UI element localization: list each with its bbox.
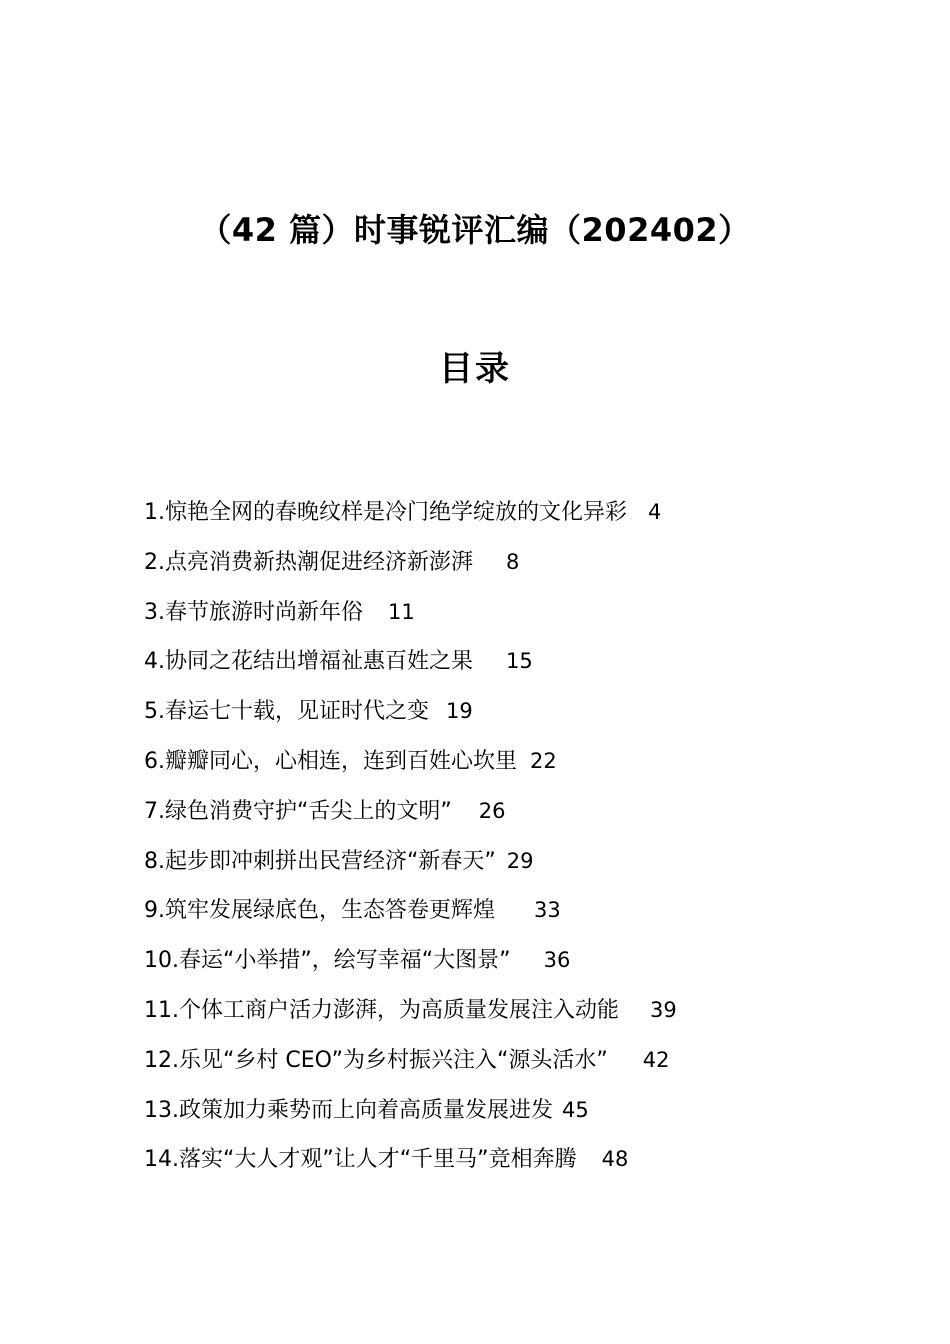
toc-entry[interactable]	[144, 737, 804, 787]
toc-entry-page: 19	[446, 699, 473, 724]
toc-entry-page: 4	[648, 500, 662, 524]
table-of-contents	[144, 488, 804, 1185]
toc-entry-title: 7.绿色消费守护“舌尖上的文明”	[144, 798, 452, 824]
toc-entry-title: 1.惊艳全网的春晚纹样是冷门绝学绽放的文化异彩	[144, 500, 627, 525]
toc-entry[interactable]	[144, 1086, 804, 1136]
toc-entry[interactable]	[144, 637, 804, 687]
toc-entry[interactable]	[144, 886, 804, 936]
toc-entry[interactable]	[144, 1036, 804, 1086]
toc-entry-page: 36	[543, 948, 571, 973]
toc-entry-page: 48	[601, 1147, 629, 1172]
toc-entry-title: 8.起步即冲刺拼出民营经济“新春天”	[144, 848, 496, 874]
toc-entry-page: 42	[642, 1047, 670, 1072]
toc-entry[interactable]	[144, 588, 804, 638]
toc-entry[interactable]	[144, 1135, 804, 1185]
toc-entry-page: 22	[530, 748, 557, 773]
toc-entry[interactable]	[144, 986, 804, 1036]
toc-entry[interactable]	[144, 837, 804, 887]
toc-entry-title: 11.个体工商户活力澎湃，为高质量发展注入动能	[144, 997, 619, 1023]
toc-entry-title: 4.协同之花结出增福祉惠百姓之果	[144, 649, 473, 675]
toc-entry-page: 8	[506, 549, 520, 574]
document-title: （42 篇）时事锐评汇编（202402）	[199, 211, 751, 249]
toc-entry[interactable]	[144, 787, 804, 837]
toc-entry-page: 26	[478, 798, 506, 823]
toc-heading: 目录	[439, 349, 511, 389]
toc-entry[interactable]	[144, 687, 804, 737]
toc-entry[interactable]	[144, 538, 804, 588]
toc-entry-title: 3.春节旅游时尚新年俗	[144, 599, 363, 625]
toc-entry-title: 13.政策加力乘势而上向着高质量发展进发	[144, 1097, 553, 1123]
toc-entry-title: 9.筑牢发展绿底色，生态答卷更辉煌	[144, 898, 495, 924]
toc-entry-title: 6.瓣瓣同心，心相连，连到百姓心坎里	[144, 748, 517, 774]
toc-entry-title: 10.春运“小举措”，绘写幸福“大图景”	[144, 948, 511, 974]
toc-entry-title: 5.春运七十载，见证时代之变	[144, 699, 429, 725]
toc-entry-page: 33	[534, 898, 561, 923]
toc-entry-page: 45	[562, 1097, 589, 1122]
toc-entry-title: 2.点亮消费新热潮促进经济新澎湃	[144, 549, 473, 575]
toc-entry-page: 39	[650, 997, 677, 1022]
toc-entry-page: 15	[506, 649, 533, 674]
toc-entry-title: 14.落实“大人才观”让人才“千里马”竞相奔腾	[144, 1147, 577, 1173]
toc-entry[interactable]	[144, 936, 804, 986]
toc-entry-title: 12.乐见“乡村 CEO”为乡村振兴注入“源头活水”	[144, 1047, 608, 1073]
toc-entry-page: 11	[388, 599, 415, 624]
toc-entry-page: 29	[506, 848, 534, 873]
toc-entry[interactable]	[144, 488, 804, 538]
